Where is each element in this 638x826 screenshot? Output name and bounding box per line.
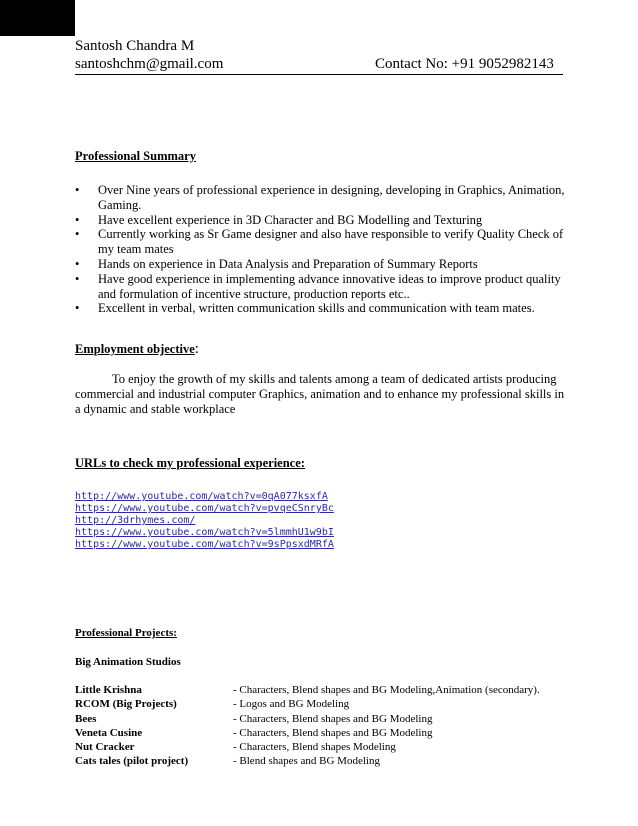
summary-list	[75, 183, 570, 316]
summary-item: • Over Nine years of professional experience in designing, developing in Graphics, Animation, Gaming.	[75, 183, 565, 212]
project-desc: - Blend shapes and BG Modeling	[233, 755, 380, 768]
objective-text-block	[75, 372, 565, 417]
project-list	[75, 683, 575, 769]
bullet-icon: •	[75, 183, 80, 197]
project-row	[75, 712, 575, 726]
bullet-icon: •	[75, 212, 80, 227]
project-row	[75, 683, 575, 697]
project-desc: - Characters, Blend shapes and BG Modeling	[233, 726, 433, 739]
objective-heading-line	[75, 341, 199, 358]
project-desc: - Logos and BG Modeling	[233, 698, 350, 711]
bullet-icon: •	[75, 271, 80, 286]
bullet-icon: •	[75, 301, 80, 316]
summary-item: • Have good experience in implementing advance innovative ideas to improve product quality and formulation of incentive structure, production reports etc..	[75, 271, 561, 301]
urls-heading: URLs to check my professional experience:	[75, 456, 305, 470]
youtube-link-4[interactable]: https://www.youtube.com/watch?v=9sPpsxdMRfA	[75, 539, 334, 550]
objective-heading: Employment objective	[75, 342, 195, 356]
project-row	[75, 697, 575, 711]
contact-line	[75, 56, 563, 75]
candidate-name: Santosh Chandra M	[75, 38, 195, 54]
summary-item: • Excellent in verbal, written communication skills and communication with team mates.	[75, 301, 535, 316]
objective-text: To enjoy the growth of my skills and talents among a team of dedicated artists producing commercial and industrial computer Graphics, animation and to enhance my professional skills in a dynamic and stable workplace	[75, 372, 565, 416]
project-name: RCOM (Big Projects)	[75, 698, 177, 711]
bullet-icon: •	[75, 256, 80, 271]
project-name: Bees	[75, 712, 97, 725]
url-list	[75, 491, 334, 551]
project-name: Little Krishna	[75, 684, 142, 696]
summary-item: • Hands on experience in Data Analysis and Preparation of Summary Reports	[75, 256, 478, 271]
3drhymes-link[interactable]: http://3drhymes.com/	[75, 515, 196, 526]
project-name: Cats tales (pilot project)	[75, 755, 189, 768]
project-row	[75, 726, 575, 740]
youtube-link-3[interactable]: https://www.youtube.com/watch?v=5lmmhU1w9bI	[75, 527, 334, 538]
bullet-icon: •	[75, 227, 80, 242]
project-name: Nut Cracker	[75, 741, 135, 754]
objective-colon: :	[194, 341, 199, 357]
project-row	[75, 754, 575, 768]
project-desc: - Characters, Blend shapes and BG Modeling,Animation (secondary).	[233, 684, 540, 696]
project-name: Veneta Cusine	[75, 726, 143, 739]
project-desc: - Characters, Blend shapes Modeling	[233, 741, 396, 754]
company-name: Big Animation Studios	[75, 656, 181, 668]
project-desc: - Characters, Blend shapes and BG Modeling	[233, 712, 433, 725]
projects-heading: Professional Projects:	[75, 627, 177, 639]
project-row	[75, 740, 575, 754]
youtube-link-1[interactable]: http://www.youtube.com/watch?v=0qA077ksxfA	[75, 491, 328, 502]
summary-item: • Have excellent experience in 3D Character and BG Modelling and Texturing	[75, 212, 483, 227]
corner-black-block	[0, 0, 75, 36]
summary-item: • Currently working as Sr Game designer and also have responsible to verify Quality Check of my team mates	[75, 227, 564, 257]
youtube-link-2[interactable]: https://www.youtube.com/watch?v=pvqeCSnryBc	[75, 503, 334, 514]
phone-text: Contact No: +91 9052982143	[375, 56, 554, 72]
summary-heading: Professional Summary	[75, 149, 196, 163]
email-text: santoshchm@gmail.com	[75, 56, 224, 72]
